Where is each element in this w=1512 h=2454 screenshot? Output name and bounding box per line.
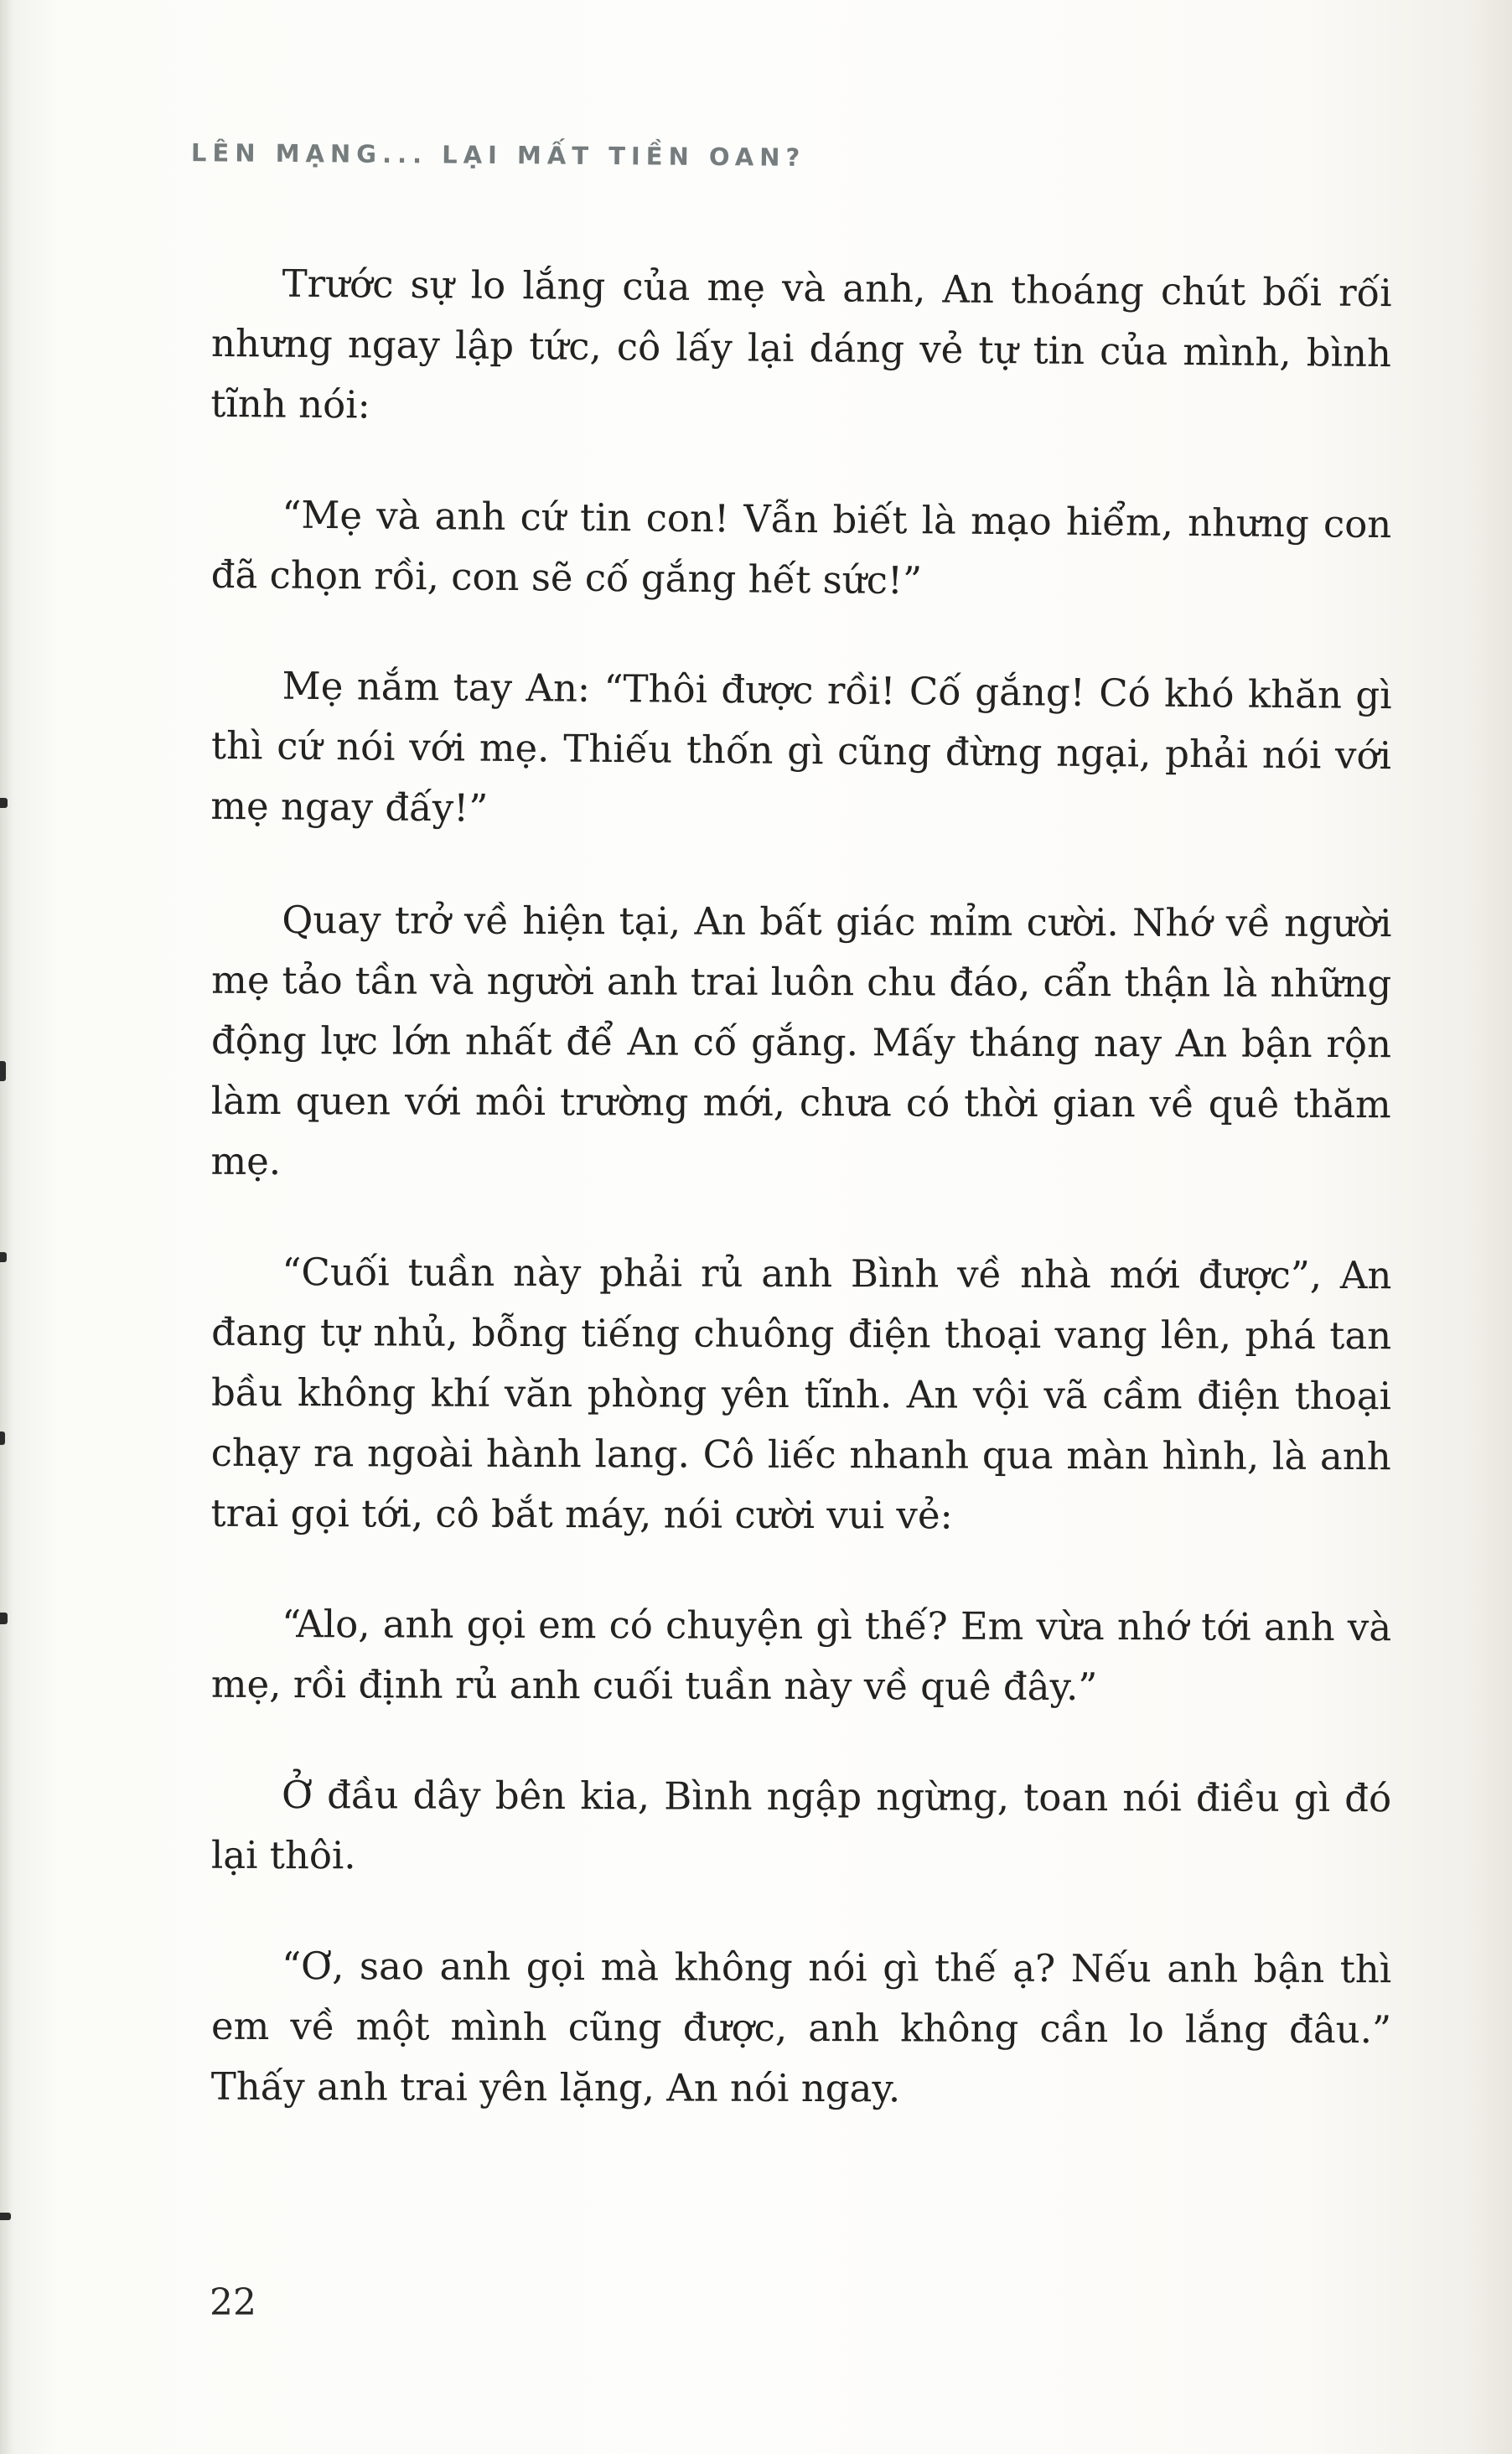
paragraph: “Mẹ và anh cứ tin con! Vẫn biết là mạo hiểm, nhưng con đã chọn rồi, con sẽ cố gắng hết sức!” [210, 492, 1392, 603]
binding-mark [0, 1252, 7, 1262]
binding-mark [0, 1061, 6, 1081]
paragraph: Trước sự lo lắng của mẹ và anh, An thoáng chút bối rối nhưng ngay lập tức, cô lấy lại dáng vẻ tự tin của mình, bình tĩnh nói: [210, 261, 1392, 427]
paragraph: “Ơ, sao anh gọi mà không nói gì thế ạ? Nếu anh bận thì em về một mình cũng được, anh không cần lo lắng đâu.” Thấy anh trai yên lặng, An nói ngay. [210, 1944, 1392, 2111]
paragraph: Mẹ nắm tay An: “Thôi được rồi! Cố gắng! Có khó khăn gì thì cứ nói với mẹ. Thiếu thốn gì cũng đừng ngại, phải nói với mẹ ngay đấy!” [210, 663, 1392, 831]
paragraph: “Cuối tuần này phải rủ anh Bình về nhà mới được”, An đang tự nhủ, bỗng tiếng chuông điện thoại vang lên, phá tan bầu không khí văn phòng yên tĩnh. An vội vã cầm điện thoại chạy ra ngoài hành lang. Cô liếc nhanh qua màn hình, là anh trai gọi tới, cô bắt máy, nói cười vui vẻ: [210, 1250, 1392, 1538]
binding-mark [0, 798, 8, 808]
binding-mark [0, 1613, 8, 1624]
page-number: 22 [210, 2281, 256, 2324]
binding-mark [0, 2213, 11, 2220]
paragraph: “Alo, anh gọi em có chuyện gì thế? Em vừa nhớ tới anh và mẹ, rồi định rủ anh cuối tuần này về quê đây.” [210, 1602, 1392, 1710]
page-content [211, 258, 1391, 2169]
paragraph: Quay trở về hiện tại, An bất giác mỉm cười. Nhớ về người mẹ tảo tần và người anh trai luôn chu đáo, cẩn thận là những động lực lớn nhất để An cố gắng. Mấy tháng nay An bận rộn làm quen với môi trường mới, chưa có thời gian về quê thăm mẹ. [210, 898, 1392, 1184]
binding-mark [0, 1432, 5, 1445]
running-header: LÊN MẠNG... LẠI MẤT TIỀN OAN? [190, 138, 806, 172]
paragraph: Ở đầu dây bên kia, Bình ngập ngừng, toan nói điều gì đó lại thôi. [210, 1773, 1392, 1878]
